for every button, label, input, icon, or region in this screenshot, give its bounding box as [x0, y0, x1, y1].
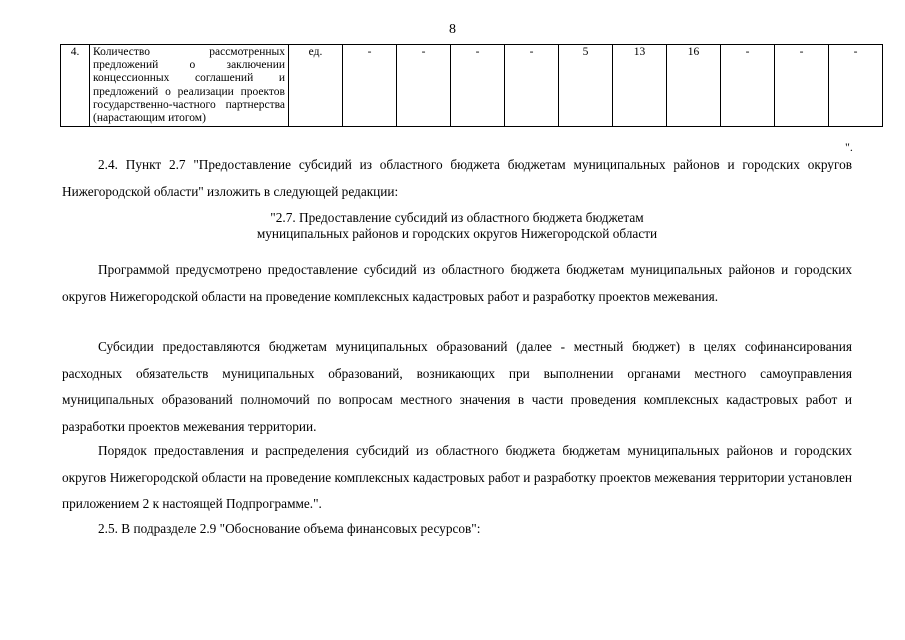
- value-cell: 16: [667, 45, 721, 127]
- value-cell: 5: [559, 45, 613, 127]
- paragraph-program: Программой предусмотрено предоставление субсидий из областного бюджета бюджетам муниципальных районов и городских округов Нижегородской области на проведение комплексных кадастровых работ и разработку проектов межевания.: [62, 262, 852, 304]
- value-cell: -: [829, 45, 883, 127]
- paragraph-2-4: 2.4. Пункт 2.7 "Предоставление субсидий из областного бюджета бюджетам муниципальных районов и городских округов Нижегородской области" изложить в следующей редакции:: [62, 157, 852, 199]
- indicator-table: [60, 44, 883, 127]
- table-row: [61, 45, 883, 127]
- paragraph-procedure: Порядок предоставления и распределения субсидий из областного бюджета бюджетам муниципальных районов и городских округов Нижегородской области на проведение комплексных кадастровых работ и разработку проектов межевания территории установлен приложением 2 к настоящей Подпрограмме.".: [62, 443, 852, 511]
- page-number: 8: [449, 22, 456, 37]
- paragraph-subsidies: Субсидии предоставляются бюджетам муниципальных образований (далее - местный бюджет) в целях софинансирования расходных обязательств муниципальных образований, возникающих при выполнении органами местного самоуправления муниципальных образований полномочий по вопросам местного значения в части проведения комплексных кадастровых работ и разработки проектов межевания территории.: [62, 339, 852, 434]
- value-cell: -: [505, 45, 559, 127]
- row-number: 4.: [61, 45, 90, 127]
- closing-quote: ".: [845, 140, 853, 154]
- unit-cell: ед.: [289, 45, 343, 127]
- value-cell: -: [343, 45, 397, 127]
- indicator-name: Количество рассмотренных предложений о заключении концессионных соглашений и предложений о реализации проектов государственно-частного партнерства (нарастающим итогом): [90, 45, 289, 127]
- value-cell: -: [397, 45, 451, 127]
- value-cell: -: [451, 45, 505, 127]
- section-title-line1: "2.7. Предоставление субсидий из областного бюджета бюджетам: [270, 210, 644, 225]
- value-cell: -: [775, 45, 829, 127]
- value-cell: 13: [613, 45, 667, 127]
- section-title-line2: муниципальных районов и городских округов Нижегородской области: [256, 226, 658, 241]
- value-cell: -: [721, 45, 775, 127]
- paragraph-2-5: 2.5. В подразделе 2.9 "Обоснование объема финансовых ресурсов":: [98, 521, 481, 536]
